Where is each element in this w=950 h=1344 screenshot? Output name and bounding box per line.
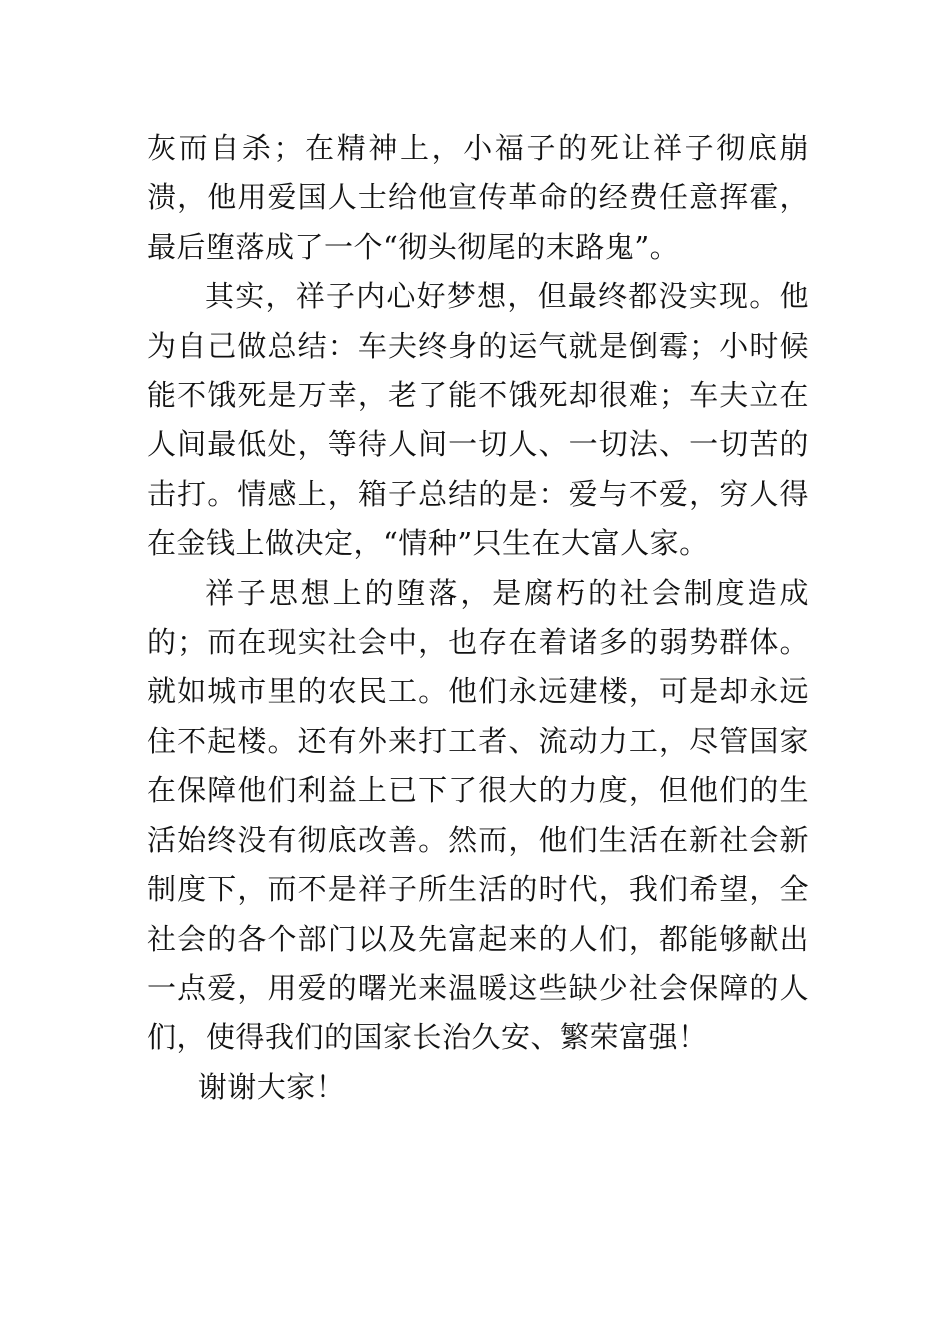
body-text (147, 124, 809, 1112)
paragraph-xiangzi-dreams: 其实，祥子内心好梦想，但最终都没实现。他为自己做总结：车夫终身的运气就是倒霉；小时候能不饿死是万幸，老了能不饿死却很难；车夫立在人间最低处，等待人间一切人、一切法、一切苦的击打。情感上，箱子总结的是：爱与不爱，穷人得在金钱上做决定，“情种”只生在大富人家。 (147, 279, 809, 561)
closing-thanks: 谢谢大家！ (197, 1069, 346, 1104)
paragraph-continuation: 灰而自杀；在精神上，小福子的死让祥子彻底崩溃，他用爱国人士给他宣传革命的经费任意挥霍，最后堕落成了一个“彻头彻尾的末路鬼”。 (147, 131, 809, 264)
paragraph-social-reflection: 祥子思想上的堕落，是腐朽的社会制度造成的；而在现实社会中，也存在着诸多的弱势群体。就如城市里的农民工。他们永远建楼，可是却永远住不起楼。还有外来打工者、流动力工，尽管国家在保障他们利益上已下了很大的力度，但他们的生活始终没有彻底改善。然而，他们生活在新社会新制度下，而不是祥子所生活的时代，我们希望，全社会的各个部门以及先富起来的人们，都能够献出一点爱，用爱的曙光来温暖这些缺少社会保障的人们，使得我们的国家长治久安、繁荣富强！ (147, 575, 809, 1055)
